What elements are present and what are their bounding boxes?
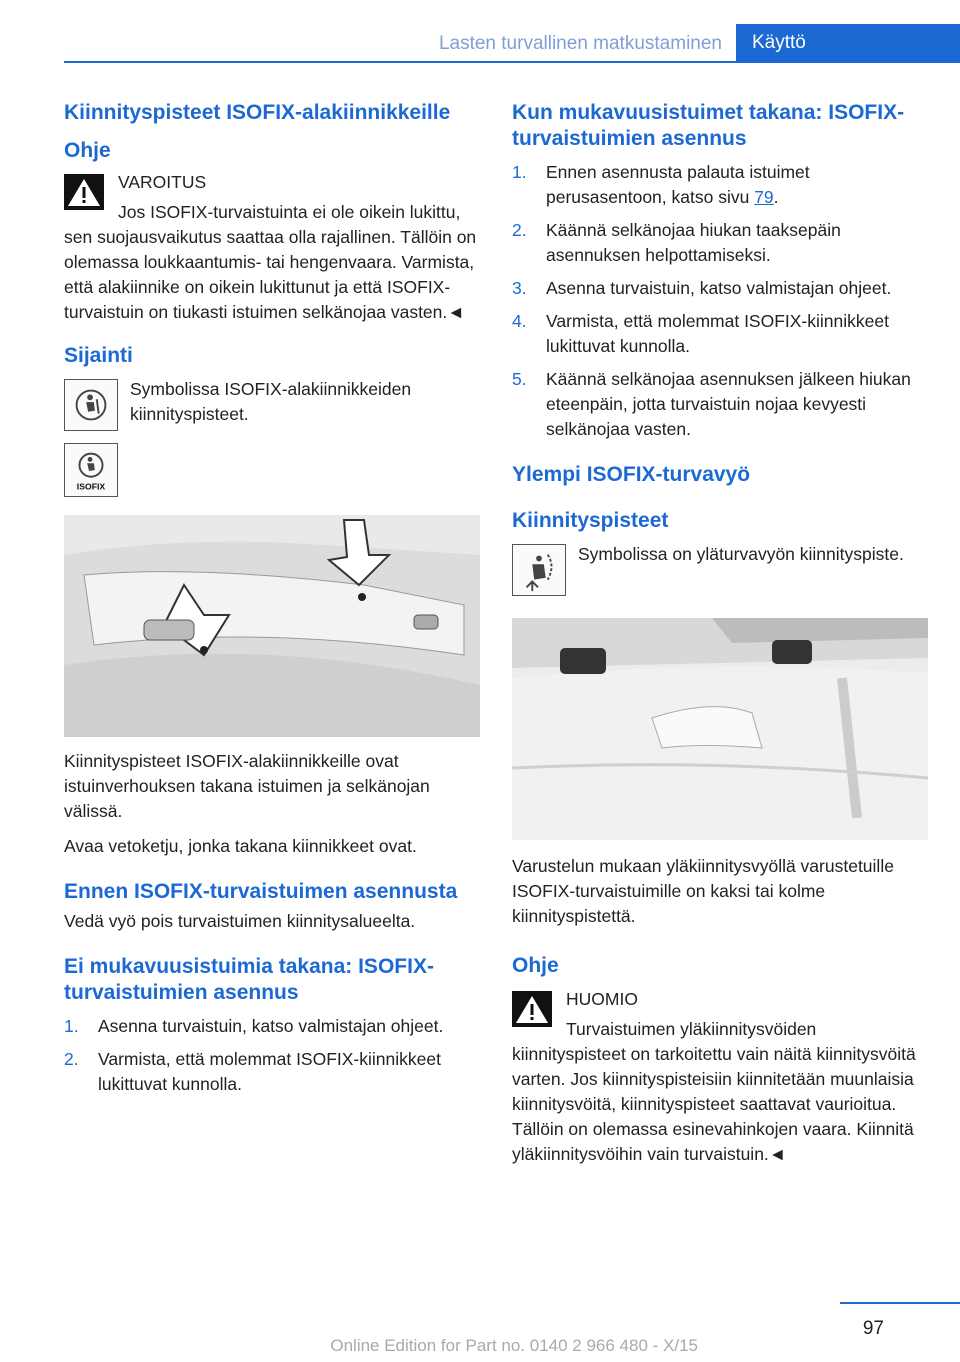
step-number: 3. [512,278,527,298]
list-item [512,160,928,210]
top-tether-symbol-text: Symbolissa on yläturvavyön kiinnityspiste. [578,544,904,564]
warning-icon [512,991,552,1027]
warning-title: VAROITUS [118,172,207,192]
isofix-label: ISOFIX [76,481,106,492]
header-divider [64,61,960,63]
right-steps-list [512,160,928,442]
list-item [64,1014,480,1039]
step-number: 2. [512,220,527,240]
zip-instruction: Avaa vetoketju, jonka takana kiinnikkeet ovat. [64,836,417,856]
list-item [64,1047,480,1097]
heading-ohje-right: Ohje [512,954,559,977]
step-text: Käännä selkänojaa hiukan taaksepäin asennuksen helpottamiseksi. [546,220,841,265]
edition-text: Online Edition for Part no. 0140 2 966 480 - X/15 [330,1336,698,1355]
warning-icon [64,174,104,210]
list-item [512,367,928,442]
step-number: 5. [512,369,527,389]
heading-sijainti: Sijainti [64,344,133,367]
heading-before-install: Ennen ISOFIX-turvaistuimen asennusta [64,880,458,903]
step-number: 1. [512,162,527,182]
isofix-seat-photo [64,515,480,737]
heading-top-tether: Ylempi ISOFIX-turvavyö [512,463,751,486]
step-number: 1. [64,1016,79,1036]
top-tether-symbol-row [512,542,928,598]
list-item [512,218,928,268]
footer-divider [840,1302,960,1304]
list-item [512,309,928,359]
top-tether-photo [512,618,928,840]
header-section-title: Lasten turvallinen matkustaminen [438,33,722,54]
heading-attachment-points: Kiinnityspisteet [512,509,669,532]
step-text: Asenna turvaistuin, katso valmistajan ohjeet. [98,1016,444,1036]
right-column [512,100,928,1167]
notice-body: Turvaistuimen yläkiinnitysvöiden kiinnityspisteet on tarkoitettu vain näitä kiinnitysvöitä varten. Jos kiinnityspisteisiin kiinnitetään muunlaisia kiinnitysvöitä, kiinnityspisteet saattavat vaurioitua. Tällöin on olemassa esinevahinkojen vaara. Kiinnitä yläkiinnitysvöihin vain turvaistuin.◄ [512,1019,916,1164]
child-seat-symbol-icon [64,379,118,431]
notice-block [512,987,928,1167]
step-text: Varmista, että molemmat ISOFIX-kiinnikkeet lukittuvat kunnolla. [546,311,889,356]
isofix-photo-caption: Kiinnityspisteet ISOFIX-alakiinnikkeille ovat istuinverhouksen takana istuimen ja selkänojan välissä. [64,751,430,821]
heading-isofix-points: Kiinnityspisteet ISOFIX-alakiinnikkeille [64,101,451,124]
step-text: Ennen asennusta palauta istuimet perusasentoon, katso sivu [546,162,810,207]
isofix-symbol-row [64,377,480,433]
top-tether-photo-caption: Varustelun mukaan yläkiinnitysvyöllä varustetuille ISOFIX-turvaistuimille on kaksi tai kolme kiinnityspistettä. [512,856,894,926]
heading-no-comfort-seats: Ei mukavuusistuimia takana: ISOFIX-turvaistuimien asennus [64,955,434,1004]
header-chapter-tab: Käyttö [736,24,960,62]
isofix-symbol-text: Symbolissa ISOFIX-alakiinnikkeiden kiinnityspisteet. [130,379,412,424]
before-install-text: Vedä vyö pois turvaistuimen kiinnitysalueelta. [64,911,416,931]
left-steps-list [64,1014,480,1097]
step-number: 2. [64,1049,79,1069]
step-text-end: . [773,187,779,207]
step-text: Asenna turvaistuin, katso valmistajan ohjeet. [546,278,892,298]
page-number: 97 [862,1318,884,1339]
step-number: 4. [512,311,527,331]
warning-body: Jos ISOFIX-turvaistuinta ei ole oikein lukittu, sen suojausvaikutus saattaa olla rajallinen. Tällöin on olemassa loukkaantumis- tai hengenvaara. Varmista, että alakiinnike on oikein lukittunut ja että ISOFIX-turvaistuin on tiukasti istuimen selkänojaa vasten.◄ [64,202,477,322]
list-item [512,276,928,301]
left-column [64,100,480,1107]
warning-block [64,170,480,325]
top-tether-symbol-icon [512,544,566,596]
isofix-label-symbol-icon [64,443,118,497]
notice-title: HUOMIO [566,989,638,1009]
heading-comfort-seats: Kun mukavuusistuimet takana: ISOFIX-turvaistuimien asennus [512,101,905,150]
heading-ohje: Ohje [64,139,111,162]
page-link[interactable]: 79 [754,187,774,207]
step-text: Varmista, että molemmat ISOFIX-kiinnikkeet lukittuvat kunnolla. [98,1049,441,1094]
step-text: Käännä selkänojaa asennuksen jälkeen hiukan eteenpäin, jotta turvaistuin nojaa kevyesti selkänojaa vasten. [546,369,911,439]
